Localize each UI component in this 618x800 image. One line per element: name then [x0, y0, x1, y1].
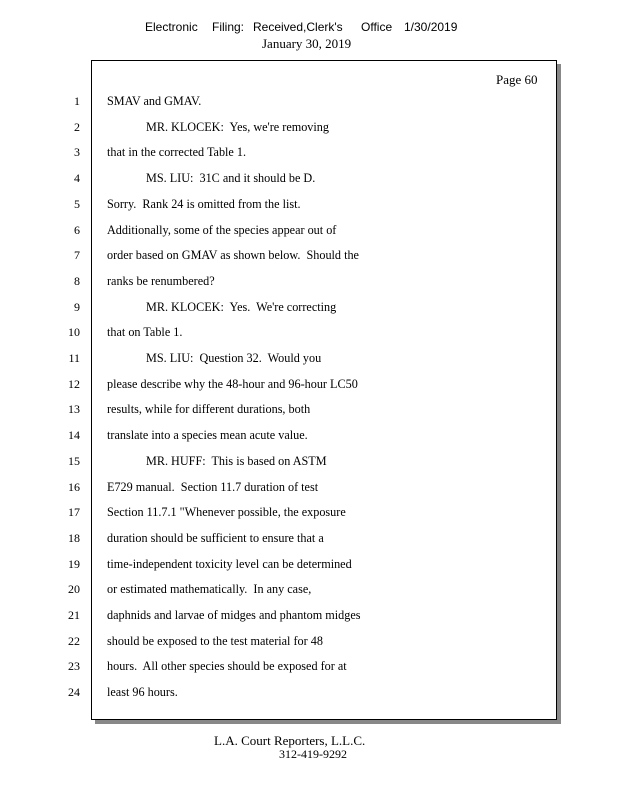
line-number: 4	[74, 171, 80, 185]
line-number: 24	[68, 685, 80, 699]
page-number: Page 60	[496, 72, 538, 87]
transcript-line: MR. KLOCEK: Yes. We're correcting	[146, 300, 337, 314]
transcript-line: please describe why the 48-hour and 96-hour LC50	[107, 377, 358, 391]
transcript-line: least 96 hours.	[107, 685, 178, 699]
transcript-line: SMAV and GMAV.	[107, 94, 202, 108]
line-number: 12	[68, 377, 80, 391]
line-number: 10	[68, 325, 80, 339]
line-number: 7	[74, 248, 80, 262]
transcript-line: that on Table 1.	[107, 325, 183, 339]
transcript-line: MR. KLOCEK: Yes, we're removing	[146, 120, 329, 134]
footer-company: L.A. Court Reporters, L.L.C.	[214, 733, 366, 748]
line-number: 8	[74, 274, 80, 288]
line-number: 16	[68, 480, 80, 494]
transcript-line: should be exposed to the test material for 48	[107, 634, 323, 648]
transcript-line: hours. All other species should be exposed for at	[107, 659, 347, 673]
line-number: 21	[68, 608, 80, 622]
line-number: 18	[68, 531, 80, 545]
transcript-line: translate into a species mean acute value.	[107, 428, 308, 442]
line-number: 6	[74, 223, 80, 237]
line-number: 15	[68, 454, 80, 468]
line-number: 17	[68, 505, 80, 519]
line-number: 23	[68, 659, 80, 673]
line-number: 14	[68, 428, 80, 442]
transcript-line: Section 11.7.1 "Whenever possible, the exposure	[107, 505, 346, 519]
stamp-date: 1/30/2019	[404, 20, 458, 34]
line-number: 11	[68, 351, 80, 365]
transcript-line: results, while for different durations, both	[107, 402, 311, 416]
line-number: 22	[68, 634, 80, 648]
transcript-line: duration should be sufficient to ensure that a	[107, 531, 324, 545]
transcript-line: MS. LIU: 31C and it should be D.	[146, 171, 316, 185]
transcript-line: order based on GMAV as shown below. Should the	[107, 248, 359, 262]
line-number: 1	[74, 94, 80, 108]
transcript-line: that in the corrected Table 1.	[107, 145, 247, 159]
line-number: 2	[74, 120, 80, 134]
transcript-line: or estimated mathematically. In any case,	[107, 582, 312, 596]
line-number: 3	[74, 145, 80, 159]
stamp-word-electronic: Electronic	[145, 20, 198, 34]
line-number: 5	[74, 197, 80, 211]
line-number: 19	[68, 557, 80, 571]
stamp-word-office: Office	[361, 20, 393, 34]
transcript-line: time-independent toxicity level can be determined	[107, 557, 352, 571]
line-number: 13	[68, 402, 80, 416]
transcript-line: Additionally, some of the species appear out of	[107, 223, 337, 237]
transcript-line: E729 manual. Section 11.7 duration of test	[107, 480, 319, 494]
stamp-word-filing: Filing:	[212, 20, 245, 34]
transcript-line: ranks be renumbered?	[107, 274, 215, 288]
line-number: 20	[68, 582, 80, 596]
transcript-line: MR. HUFF: This is based on ASTM	[146, 454, 327, 468]
transcript-line: MS. LIU: Question 32. Would you	[146, 351, 322, 365]
line-number: 9	[74, 300, 80, 314]
transcript-line: Sorry. Rank 24 is omitted from the list.	[107, 197, 301, 211]
filing-date: January 30, 2019	[262, 36, 352, 51]
stamp-word-received: Received,Clerk's	[253, 20, 343, 34]
footer-phone: 312-419-9292	[279, 747, 347, 761]
transcript-line: daphnids and larvae of midges and phantom midges	[107, 608, 361, 622]
